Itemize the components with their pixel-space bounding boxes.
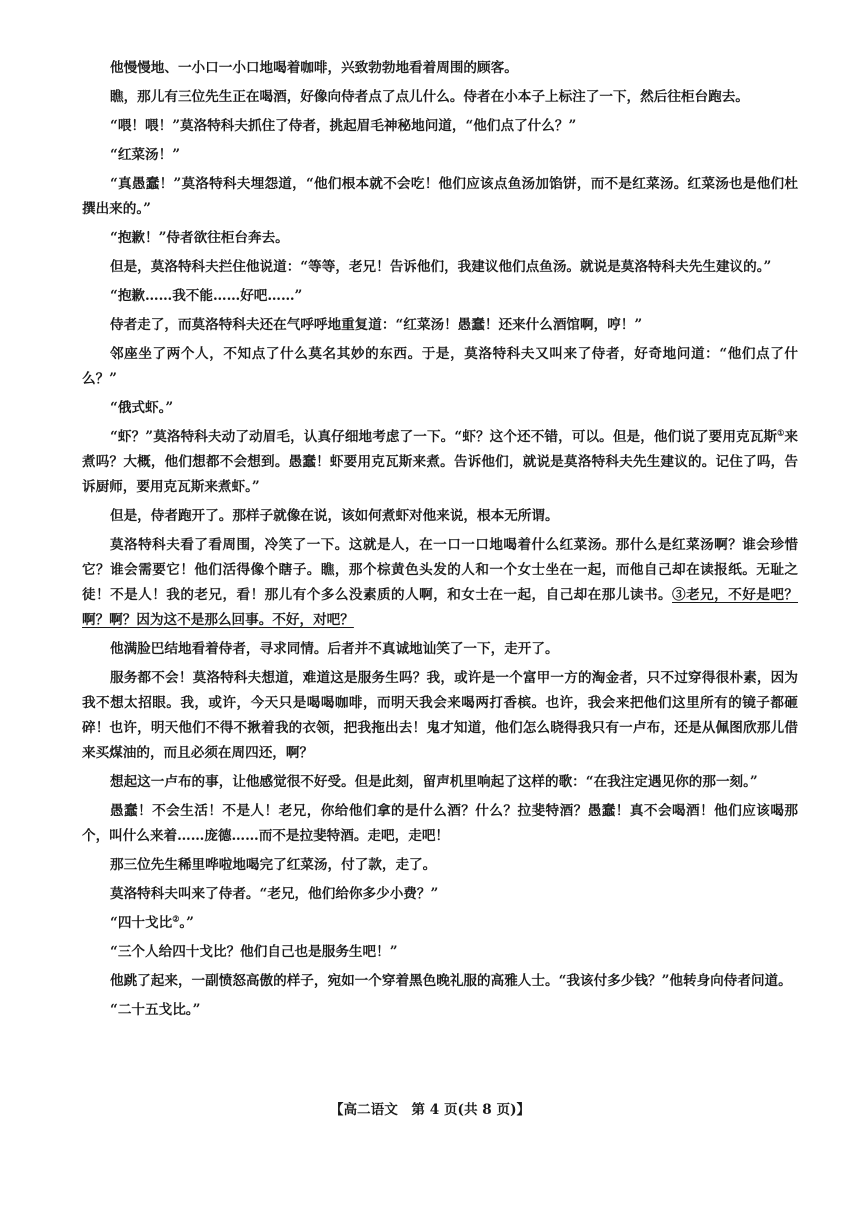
- paragraph-21-before: “四十戈比: [110, 915, 173, 931]
- paragraph-3: “喂！喂！”莫洛特科夫抓住了侍者，挑起眉毛神秘地问道，“他们点了什么？”: [110, 118, 577, 134]
- paragraph-20: 莫洛特科夫叫来了侍者。“老兄，他们给你多少小费？”: [110, 886, 439, 902]
- page-footer: 【高二语文 第 4 页(共 8 页)】: [329, 1102, 531, 1118]
- paragraph-22: “三个人给四十戈比？他们自己也是服务生吧！”: [110, 944, 398, 960]
- paragraph-5: “真愚蠢！”莫洛特科夫埋怨道，“他们根本就不会吃！他们应该点鱼汤加馅饼，而不是红菜汤。红菜汤也是他们杜撰出来的。”: [82, 176, 798, 217]
- paragraph-14: [82, 533, 798, 633]
- paragraph-16: 服务都不会！莫洛特科夫想道，难道这是服务生吗？我，或许是一个富甲一方的淘金者，只不过穿得很朴素，因为我不想太招眼。我，或许，今天只是喝喝咖啡，而明天我会来喝两打香槟。也许，我会来把他们这里所有的镜子都砸碎！也许，明天他们不得不揪着我的衣领，把我拖出去！鬼才知道，他们怎么晓得我只有一卢布，还是从佩图欣那儿借来买煤油的，而且必须在周四还，啊？: [82, 670, 798, 761]
- paragraph-23: 他跳了起来，一副愤怒高傲的样子，宛如一个穿着黑色晚礼服的高雅人士。“我该付多少钱？”他转身向侍者问道。: [110, 973, 792, 989]
- footnote-marker-1: ①: [777, 427, 785, 438]
- paragraph-12-before: “虾？”莫洛特科夫动了动眉毛，认真仔细地考虑了一下。“虾？这个还不错，可以。但是，他们说了要用克瓦斯: [110, 429, 778, 445]
- story-text: [0, 56, 860, 1027]
- paragraph-6: “抱歉！”侍者欲往柜台奔去。: [110, 230, 289, 246]
- underlined-sentence-3: ③老兄，不好是吧？啊？啊？因为这不是那么回事。不好，对吧？: [82, 587, 799, 628]
- paragraph-18: 愚蠢！不会生活！不是人！老兄，你给他们拿的是什么酒？什么？拉斐特酒？愚蠢！真不会喝酒！他们应该喝那个，叫什么来着……庞德……而不是拉斐特酒。走吧，走吧！: [82, 803, 798, 844]
- paragraph-12-after: 来煮吗？大概，他们想都不会想到。愚蠢！虾要用克瓦斯来煮。告诉他们，就说是莫洛特科夫先生建议的。记住了吗，告诉厨师，要用克瓦斯来煮虾。”: [82, 429, 798, 495]
- paragraph-1: 他慢慢地、一小口一小口地喝着咖啡，兴致勃勃地看着周围的顾客。: [110, 60, 518, 76]
- paragraph-17: 想起这一卢布的事，让他感觉很不好受。但是此刻，留声机里响起了这样的歌：“在我注定遇见你的那一刻。”: [110, 774, 758, 790]
- paragraph-15: 他满脸巴结地看着侍者，寻求同情。后者并不真诚地讪笑了一下，走开了。: [110, 641, 559, 657]
- paragraph-9: 侍者走了，而莫洛特科夫还在气呼呼地重复道：“红菜汤！愚蠢！还来什么酒馆啊，哼！”: [110, 317, 643, 333]
- paragraph-11: “俄式虾。”: [110, 400, 174, 416]
- paragraph-19: 那三位先生稀里哗啦地喝完了红菜汤，付了款，走了。: [110, 857, 437, 873]
- footnote-marker-2: ②: [172, 913, 180, 924]
- paragraph-21: [82, 911, 798, 936]
- paragraph-21-after: 。”: [179, 915, 194, 931]
- paragraph-8: “抱歉……我不能……好吧……”: [110, 288, 303, 304]
- paragraph-13: 但是，侍者跑开了。那样子就像在说，该如何煮虾对他来说，根本无所谓。: [110, 508, 559, 524]
- paragraph-2: 瞧，那儿有三位先生正在喝酒，好像向侍者点了点儿什么。侍者在小本子上标注了一下，然后往柜台跑去。: [110, 89, 749, 105]
- paragraph-14-before: 莫洛特科夫看了看周围，冷笑了一下。这就是人，在一口一口地喝着什么红菜汤。那什么是红菜汤啊？谁会珍惜它？谁会需要它！他们活得像个瞎子。瞧，那个棕黄色头发的人和一个女士坐在一起，而他自己却在读报纸。无耻之徒！不是人！我的老兄，看！那儿有个多么没素质的人啊，和女士在一起，自己却在那儿读书。: [82, 537, 798, 603]
- paragraph-24: “二十五戈比。”: [110, 1002, 201, 1018]
- paragraph-12: [82, 425, 798, 500]
- paragraph-7: 但是，莫洛特科夫拦住他说道：“等等，老兄！告诉他们，我建议他们点鱼汤。就说是莫洛特科夫先生建议的。”: [110, 259, 772, 275]
- paragraph-4: “红菜汤！”: [110, 147, 181, 163]
- paragraph-10: 邻座坐了两个人，不知点了什么莫名其妙的东西。于是，莫洛特科夫又叫来了侍者，好奇地问道：“他们点了什么？”: [82, 346, 798, 387]
